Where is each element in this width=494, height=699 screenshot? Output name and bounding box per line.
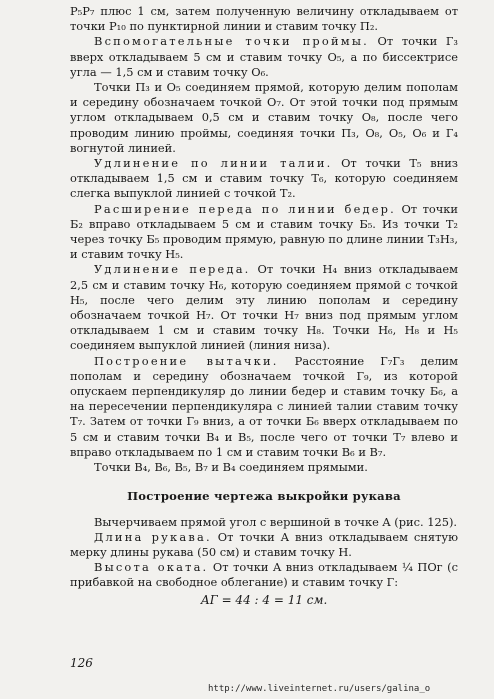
paragraph <box>70 460 458 475</box>
page-content <box>70 4 458 608</box>
text-run: Точки B₄, B₆, B₅, B₇ и B₄ соединяем прямыми. <box>94 460 368 475</box>
paragraph <box>70 530 458 560</box>
spaced-subheading: Вспомогательные точки проймы. <box>94 34 369 49</box>
text-run: От точки A вниз откладываем снятую мерку длины рукава (50 см) и ставим точку H. <box>70 529 458 559</box>
spaced-subheading: Высота оката. <box>94 560 209 575</box>
text-run: От точки Г₃ вверх откладываем 5 см и ставим точку O₅, а по биссектрисе угла — 1,5 см и ставим точку O₆. <box>70 34 458 79</box>
spaced-subheading: Расширение переда по линии бедер. <box>94 201 396 216</box>
spaced-subheading: Удлинение переда. <box>94 262 251 277</box>
text-run: От точки H₄ вниз откладываем 2,5 см и ставим точку H₆, которую соединяем прямой с точкой H₅, после чего делим эту линию пополам и середину обозначаем точкой H₇. От точки H₇ вниз под прямым углом откладываем 1 см и ставим точку H₈. Точки H₆, H₈ и H₅ соединяем выпуклой линией (линия низа). <box>70 262 458 353</box>
paragraph <box>70 156 458 202</box>
spaced-subheading: Длина рукава. <box>94 529 212 544</box>
page-number: 126 <box>70 656 93 670</box>
sleeve-section-text <box>70 515 458 591</box>
paragraph <box>70 34 458 80</box>
paragraph <box>70 202 458 263</box>
formula: АГ = 44 : 4 = 11 см. <box>200 592 328 607</box>
paragraph <box>70 515 458 530</box>
paragraph <box>70 4 458 34</box>
text-run: От точки Б₂ вправо откладываем 5 см и ставим точку Б₅. Из точки T₂ через точку Б₅ проводим прямую, равную по длине линии T₃H₃, и ставим точку H₅. <box>70 201 458 262</box>
text-run: Вычерчиваем прямой угол с вершиной в точке A (рис. 125). <box>94 514 458 529</box>
paragraph <box>70 262 458 353</box>
paragraph <box>70 80 458 156</box>
body-text-section <box>70 4 458 475</box>
footer-url: http://www.liveinternet.ru/users/galina_o <box>208 684 431 694</box>
text-run: От точки T₅ вниз откладываем 1,5 см и ставим точку T₆, которую соединяем слегка выпуклой линией с точкой T₂. <box>70 156 458 201</box>
section-heading: Построение чертежа выкройки рукава <box>127 489 401 504</box>
paragraph <box>70 560 458 590</box>
text-run: P₅P₇ плюс 1 см, затем полученную величину откладываем от точки P₁₀ по пунктирной линии и ставим точку П₂. <box>70 4 458 34</box>
text-run: Точки П₃ и O₅ соединяем прямой, которую делим пополам и середину обозначаем точкой O₇. От этой точки под прямым углом откладываем 0,5 см и ставим точку O₈, после чего проводим линию проймы, соединяя точки П₃, O₈, O₅, O₆ и Г₄ вогнутой линией. <box>70 80 458 155</box>
spaced-subheading: Построение вытачки. <box>94 353 279 368</box>
spaced-subheading: Удлинение по линии талии. <box>94 156 333 171</box>
text-run: Расстояние Г₇Г₃ делим пополам и середину обозначаем точкой Г₉, из которой опускаем перпендикуляр до линии бедер и ставим точку Б₆, а на пересечении перпендикуляра с линией талии ставим точку T₇. Затем от точки Г₉ вниз, а от точки Б₆ вверх откладываем по 5 см и ставим точки B₄ и B₅, после чего от точки T₇ влево и вправо откладываем по 1 см и ставим точки B₆ и B₇. <box>70 353 458 459</box>
paragraph <box>70 354 458 460</box>
text-run: От точки A вниз откладываем ¼ ПОг (с прибавкой на свободное облегание) и ставим точку Г: <box>70 560 459 590</box>
